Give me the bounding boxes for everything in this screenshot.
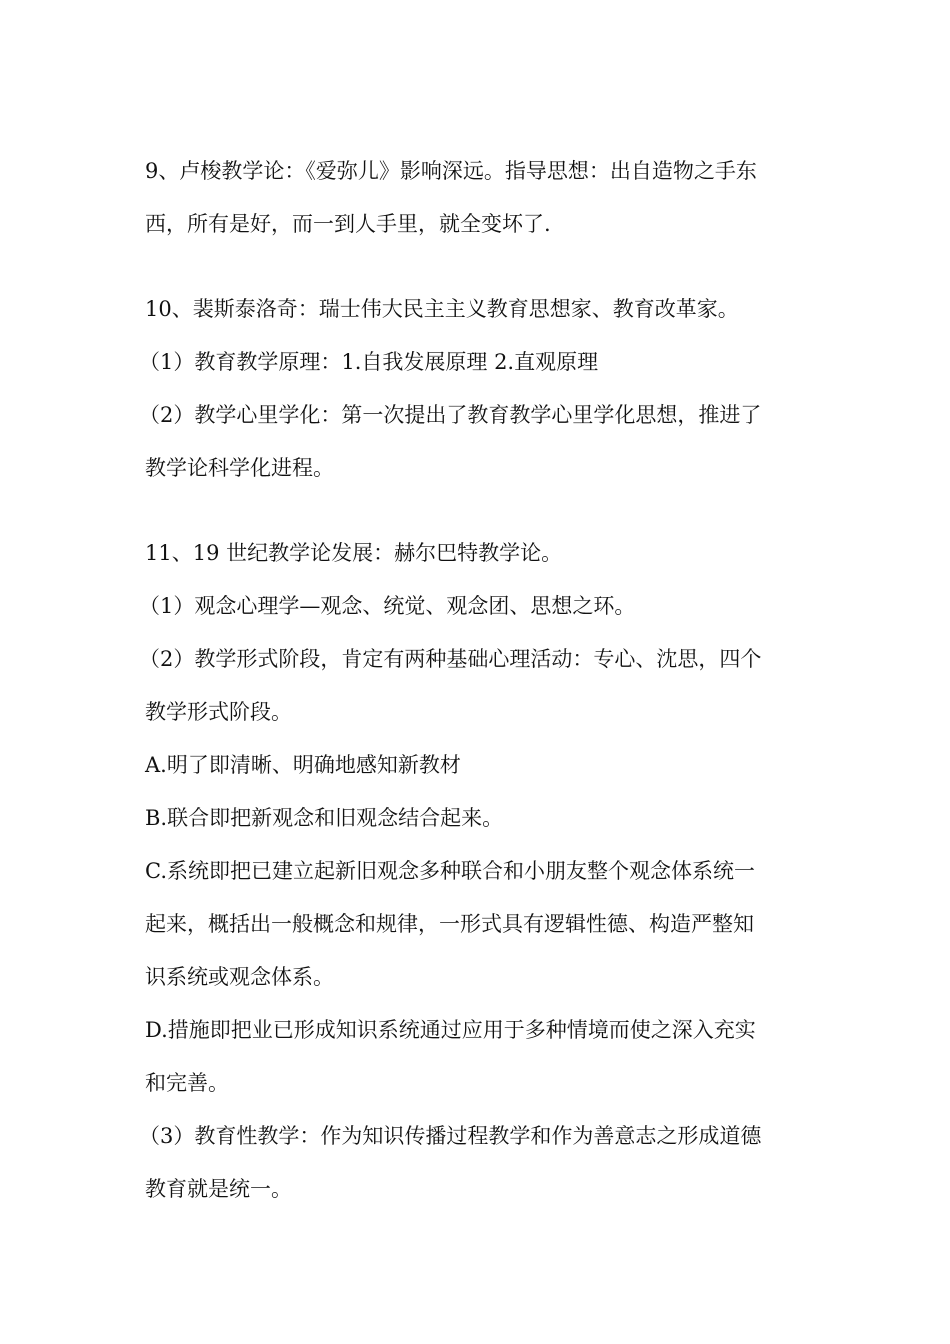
paragraph-line: 10、裴斯泰洛奇：瑞士伟大民主主义教育思想家、教育改革家。: [145, 297, 739, 321]
paragraph-line: 教育就是统一。: [145, 1177, 292, 1201]
section-herbart: [139, 527, 810, 1216]
paragraph-line: A.明了即清晰、明确地感知新教材: [145, 753, 461, 777]
paragraph-line: （1）观念心理学—观念、统觉、观念团、思想之环。: [139, 594, 636, 618]
paragraph-line: 西，所有是好，而一到人手里，就全变坏了.: [145, 212, 551, 236]
paragraph-line: C.系统即把已建立起新旧观念多种联合和小朋友整个观念体系统一: [145, 859, 755, 883]
paragraph-line: 9、卢梭教学论：《爱弥儿》影响深远。指导思想：出自造物之手东: [145, 159, 757, 183]
paragraph-line: 起来，概括出一般概念和规律，一形式具有逻辑性德、构造严整知: [145, 912, 754, 936]
paragraph-line: 教学论科学化进程。: [145, 456, 334, 480]
paragraph-line: 识系统或观念体系。: [145, 965, 334, 989]
section-spacer: [145, 495, 810, 527]
paragraph-line: （3）教育性教学：作为知识传播过程教学和作为善意志之形成道德: [139, 1124, 762, 1148]
paragraph-line: B.联合即把新观念和旧观念结合起来。: [145, 806, 504, 830]
paragraph-line: （2）教学形式阶段，肯定有两种基础心理活动：专心、沈思，四个: [139, 647, 762, 671]
section-pestalozzi: [139, 283, 810, 495]
document-page: [139, 145, 810, 1216]
paragraph-line: 教学形式阶段。: [145, 700, 292, 724]
section-spacer: [145, 251, 810, 283]
paragraph-line: （2）教学心里学化：第一次提出了教育教学心里学化思想，推进了: [139, 403, 762, 427]
paragraph-line: D.措施即把业已形成知识系统通过应用于多种情境而使之深入充实: [145, 1018, 756, 1042]
paragraph-line: （1）教育教学原理：1.自我发展原理 2.直观原理: [139, 350, 599, 374]
paragraph-line: 和完善。: [145, 1071, 229, 1095]
section-rousseau: [145, 145, 810, 251]
paragraph-line: 11、19 世纪教学论发展：赫尔巴特教学论。: [145, 541, 563, 565]
